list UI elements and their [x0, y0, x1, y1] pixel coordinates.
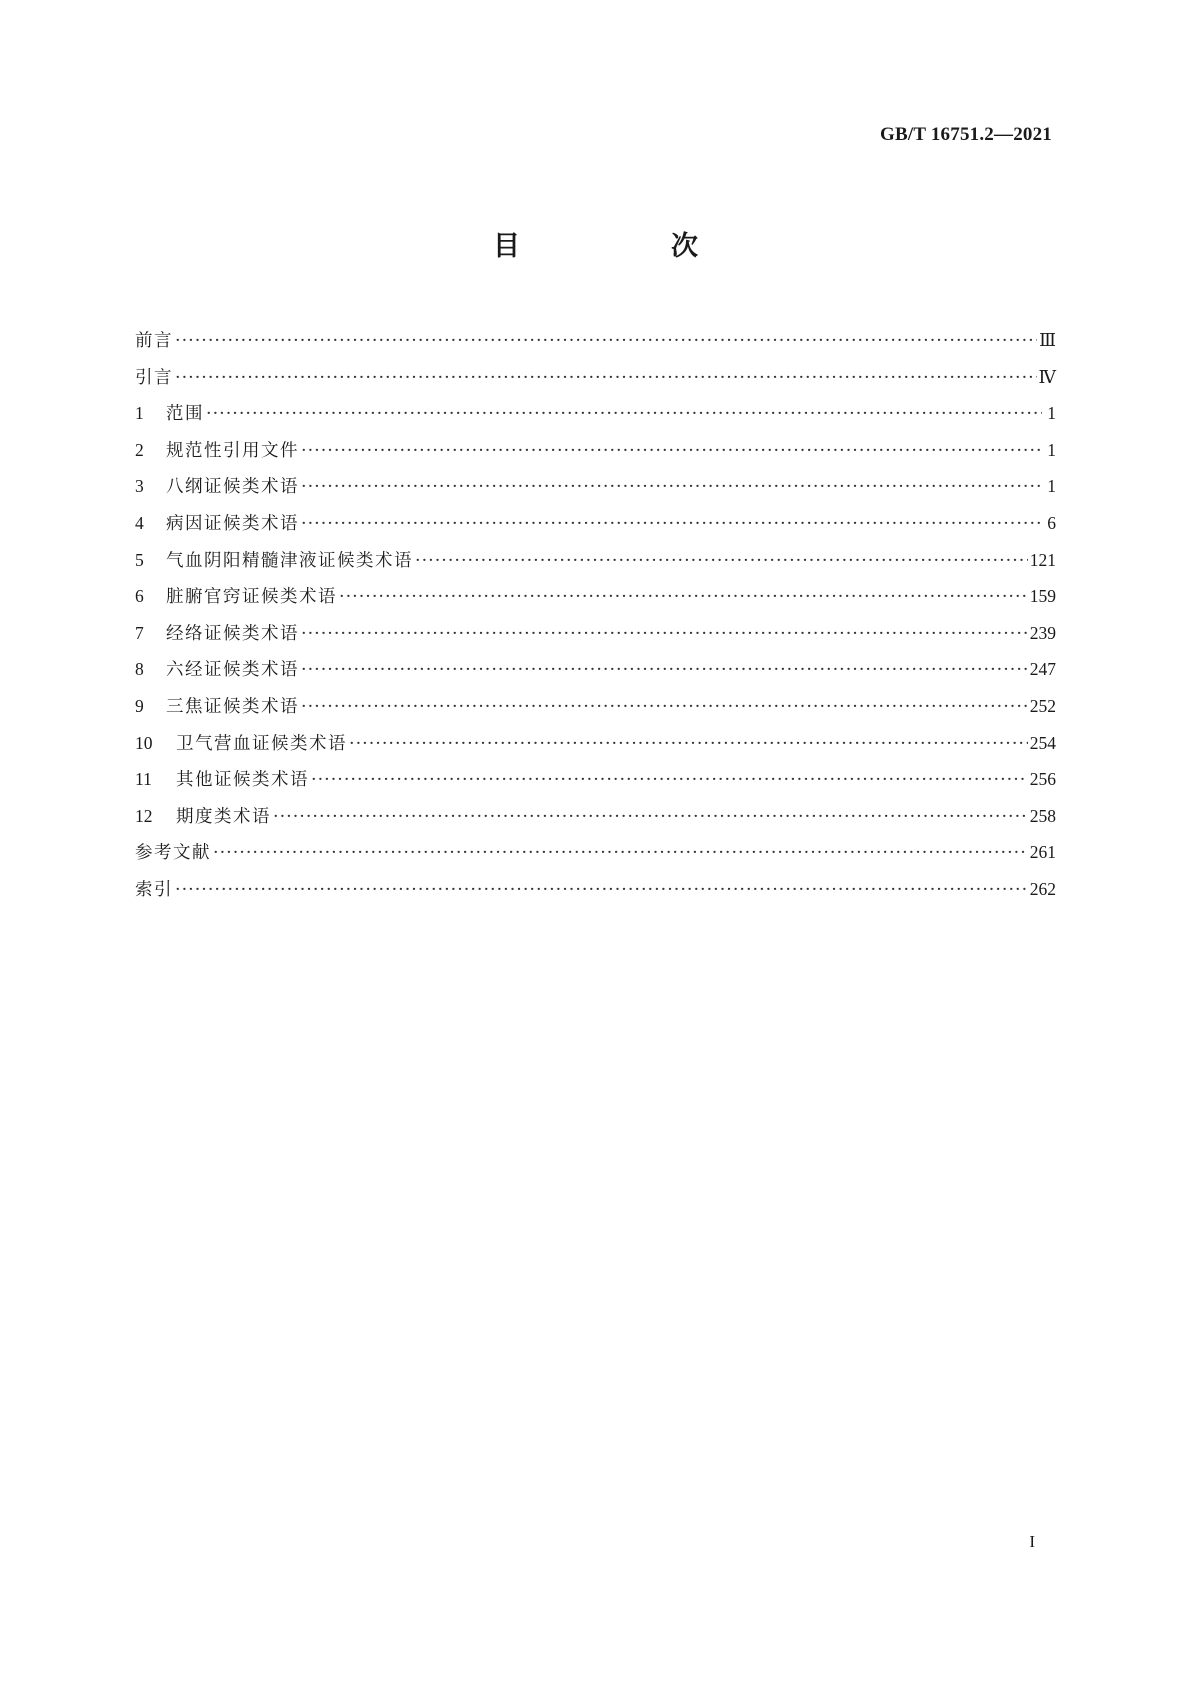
- toc-leader-dots: [415, 551, 1028, 571]
- toc-entry-page: 1: [1047, 476, 1056, 497]
- toc-entry-page: 247: [1029, 659, 1056, 680]
- toc-entry-label: 病因证候类术语: [166, 513, 299, 534]
- toc-entry-label: 引言: [135, 367, 173, 388]
- toc-entry-number: 7: [135, 622, 144, 643]
- toc-entry-index[interactable]: [135, 876, 1056, 913]
- toc-entry-3[interactable]: [135, 473, 1056, 510]
- toc-entry-number: 4: [135, 512, 144, 533]
- toc-entry-label: 期度类术语: [176, 806, 271, 827]
- toc-entry-introduction[interactable]: [135, 364, 1056, 401]
- toc-leader-dots: [175, 331, 1037, 351]
- toc-entry-number: 10: [135, 732, 153, 753]
- toc-leader-dots: [349, 734, 1028, 754]
- toc-leader-dots: [175, 880, 1028, 900]
- toc-entry-page: 258: [1029, 805, 1056, 826]
- toc-entry-label: 范围: [166, 404, 204, 425]
- toc-entry-label: 前言: [135, 331, 173, 351]
- toc-entry-4[interactable]: [135, 510, 1056, 547]
- toc-entry-page: 121: [1029, 549, 1056, 570]
- toc-entry-12[interactable]: [135, 803, 1056, 840]
- toc-entry-7[interactable]: [135, 620, 1056, 657]
- toc-entry-number: 1: [135, 403, 144, 424]
- toc-entry-number: 5: [135, 549, 144, 570]
- toc-entry-label: 卫气营血证候类术语: [176, 733, 347, 754]
- toc-entry-number: 3: [135, 476, 144, 497]
- toc-entry-page: 6: [1047, 512, 1056, 533]
- page-number: I: [1029, 1532, 1035, 1551]
- toc-entry-label: 八纲证候类术语: [166, 477, 299, 498]
- standard-number: GB/T 16751.2—2021: [880, 124, 1052, 145]
- toc-entry-number: 9: [135, 695, 144, 716]
- toc-entry-number: 12: [135, 805, 153, 826]
- toc-entry-references[interactable]: [135, 839, 1056, 876]
- toc-entry-number: 2: [135, 439, 144, 460]
- toc-entry-page: 261: [1029, 842, 1056, 863]
- toc-entry-6[interactable]: [135, 583, 1056, 620]
- toc-leader-dots: [213, 843, 1028, 863]
- toc-entry-preface[interactable]: [135, 327, 1056, 364]
- toc-leader-dots: [301, 660, 1028, 680]
- toc-leader-dots: [301, 624, 1028, 644]
- toc-entry-number: 11: [135, 769, 152, 790]
- toc-entry-label: 六经证候类术语: [166, 660, 299, 681]
- toc-entry-page: 252: [1029, 695, 1056, 716]
- toc-entry-label: 脏腑官窍证候类术语: [166, 587, 337, 608]
- toc-entry-label: 索引: [135, 879, 173, 900]
- toc-entry-number: 6: [135, 586, 144, 607]
- toc-entry-page: Ⅲ: [1039, 330, 1056, 350]
- toc-entry-number: 8: [135, 659, 144, 680]
- toc-leader-dots: [273, 807, 1028, 827]
- toc-entry-5[interactable]: [135, 547, 1056, 584]
- page-title: 目 次: [493, 231, 760, 262]
- toc-leader-dots: [339, 587, 1028, 607]
- toc-entry-label: 气血阴阳精髓津液证候类术语: [166, 550, 413, 571]
- toc-entry-page: 262: [1029, 878, 1056, 899]
- toc-entry-page: 159: [1029, 586, 1056, 607]
- toc-entry-label: 三焦证候类术语: [166, 696, 299, 717]
- toc-entry-label: 参考文献: [135, 843, 211, 864]
- toc-entry-page: Ⅳ: [1038, 366, 1056, 387]
- toc-leader-dots: [311, 770, 1028, 790]
- toc-entry-8[interactable]: [135, 656, 1056, 693]
- toc-entry-page: 256: [1029, 769, 1056, 790]
- table-of-contents: [135, 327, 1056, 913]
- toc-entry-page: 239: [1029, 622, 1056, 643]
- toc-entry-11[interactable]: [135, 766, 1056, 803]
- toc-entry-label: 规范性引用文件: [166, 440, 299, 461]
- toc-leader-dots: [301, 514, 1042, 534]
- toc-entry-page: 254: [1029, 732, 1056, 753]
- toc-leader-dots: [301, 697, 1028, 717]
- toc-entry-label: 经络证候类术语: [166, 623, 299, 644]
- toc-entry-label: 其他证候类术语: [176, 770, 309, 791]
- toc-leader-dots: [206, 404, 1042, 424]
- toc-entry-page: 1: [1047, 403, 1056, 424]
- toc-entry-2[interactable]: [135, 437, 1056, 474]
- toc-entry-10[interactable]: [135, 730, 1056, 767]
- toc-leader-dots: [301, 477, 1042, 497]
- toc-leader-dots: [175, 368, 1037, 388]
- toc-entry-9[interactable]: [135, 693, 1056, 730]
- toc-leader-dots: [301, 441, 1042, 461]
- toc-entry-page: 1: [1047, 439, 1056, 460]
- toc-entry-1[interactable]: [135, 400, 1056, 437]
